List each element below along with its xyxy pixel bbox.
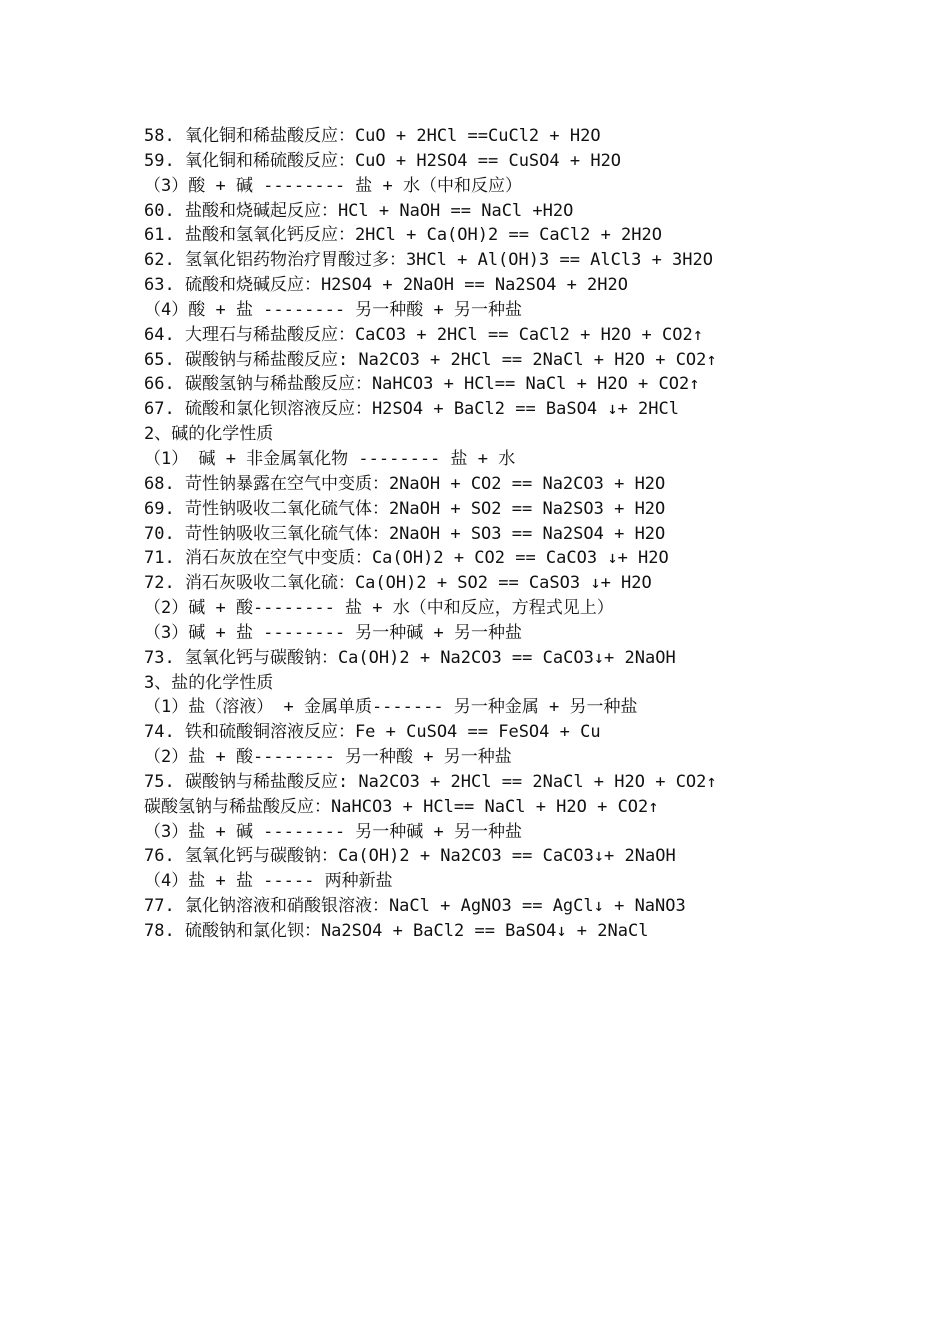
subsection-heading-salt-salt: （4）盐 + 盐 ----- 两种新盐 [144, 871, 393, 892]
equation-line-60: 60. 盐酸和烧碱起反应：HCl + NaOH == NaCl +H2O [144, 200, 574, 221]
equation-line-69: 69. 苛性钠吸收二氧化硫气体：2NaOH + SO2 == Na2SO3 + H2O [144, 498, 666, 519]
subsection-heading-base-nonmetal-oxide: （1） 碱 + 非金属氧化物 -------- 盐 + 水 [144, 448, 516, 469]
equation-line-68: 68. 苛性钠暴露在空气中变质：2NaOH + CO2 == Na2CO3 + H2O [144, 473, 666, 494]
equation-line-59: 59. 氧化铜和稀硫酸反应：CuO + H2SO4 == CuSO4 + H2O [144, 150, 622, 171]
equation-line-75: 75. 碳酸钠与稀盐酸反应: Na2CO3 + 2HCl == 2NaCl + H2O + CO2↑ [144, 771, 717, 792]
equation-line-66: 66. 碳酸氢钠与稀盐酸反应：NaHCO3 + HCl== NaCl + H2O + CO2↑ [144, 374, 700, 395]
equation-line-58: 58. 氧化铜和稀盐酸反应：CuO + 2HCl ==CuCl2 + H2O [144, 126, 601, 146]
equation-line-71: 71. 消石灰放在空气中变质：Ca(OH)2 + CO2 == CaCO3 ↓+ H2O [144, 548, 669, 569]
subsection-heading-salt-base: （3）盐 + 碱 -------- 另一种碱 + 另一种盐 [144, 821, 522, 842]
section-heading-base-properties: 2、碱的化学性质 [144, 424, 274, 445]
section-heading-salt-properties: 3、盐的化学性质 [144, 672, 274, 693]
subsection-heading-acid-base: （3）酸 + 碱 -------- 盐 + 水（中和反应） [144, 175, 522, 196]
equation-line-63: 63. 硫酸和烧碱反应：H2SO4 + 2NaOH == Na2SO4 + 2H2O [144, 275, 628, 296]
subsection-heading-salt-acid: （2）盐 + 酸-------- 另一种酸 + 另一种盐 [144, 747, 512, 768]
subsection-heading-acid-salt: （4）酸 + 盐 -------- 另一种酸 + 另一种盐 [144, 299, 522, 320]
equation-line-67: 67. 硫酸和氯化钡溶液反应：H2SO4 + BaCl2 == BaSO4 ↓+ 2HCl [144, 399, 679, 420]
equation-line-70: 70. 苛性钠吸收三氧化硫气体：2NaOH + SO3 == Na2SO4 + H2O [144, 523, 666, 544]
equation-line-65: 65. 碳酸钠与稀盐酸反应: Na2CO3 + 2HCl == 2NaCl + H2O + CO2↑ [144, 349, 717, 370]
equation-line-76: 76. 氢氧化钙与碳酸钠：Ca(OH)2 + Na2CO3 == CaCO3↓+ 2NaOH [144, 846, 676, 867]
equation-line-78: 78. 硫酸钠和氯化钡：Na2SO4 + BaCl2 == BaSO4↓ + 2NaCl [144, 921, 649, 941]
document-body [144, 124, 924, 944]
equation-line-72: 72. 消石灰吸收二氧化硫：Ca(OH)2 + SO2 == CaSO3 ↓+ H2O [144, 573, 652, 594]
equation-line-73: 73. 氢氧化钙与碳酸钠：Ca(OH)2 + Na2CO3 == CaCO3↓+ 2NaOH [144, 647, 676, 668]
equation-line-74: 74. 铁和硫酸铜溶液反应：Fe + CuSO4 == FeSO4 + Cu [144, 722, 601, 743]
subsection-heading-base-acid: （2）碱 + 酸-------- 盐 + 水（中和反应，方程式见上） [144, 598, 614, 619]
equation-line-61: 61. 盐酸和氢氧化钙反应：2HCl + Ca(OH)2 == CaCl2 + 2H2O [144, 225, 662, 246]
subsection-heading-salt-metal: （1）盐（溶液） + 金属单质------- 另一种金属 + 另一种盐 [144, 697, 638, 718]
equation-line-75b: 碳酸氢钠与稀盐酸反应：NaHCO3 + HCl== NaCl + H2O + CO2↑ [144, 796, 659, 817]
subsection-heading-base-salt: （3）碱 + 盐 -------- 另一种碱 + 另一种盐 [144, 622, 522, 643]
equation-line-64: 64. 大理石与稀盐酸反应：CaCO3 + 2HCl == CaCl2 + H2O + CO2↑ [144, 324, 703, 345]
equation-line-77: 77. 氯化钠溶液和硝酸银溶液：NaCl + AgNO3 == AgCl↓ + NaNO3 [144, 896, 686, 917]
equation-line-62: 62. 氢氧化铝药物治疗胃酸过多：3HCl + Al(OH)3 == AlCl3 + 3H2O [144, 250, 713, 271]
